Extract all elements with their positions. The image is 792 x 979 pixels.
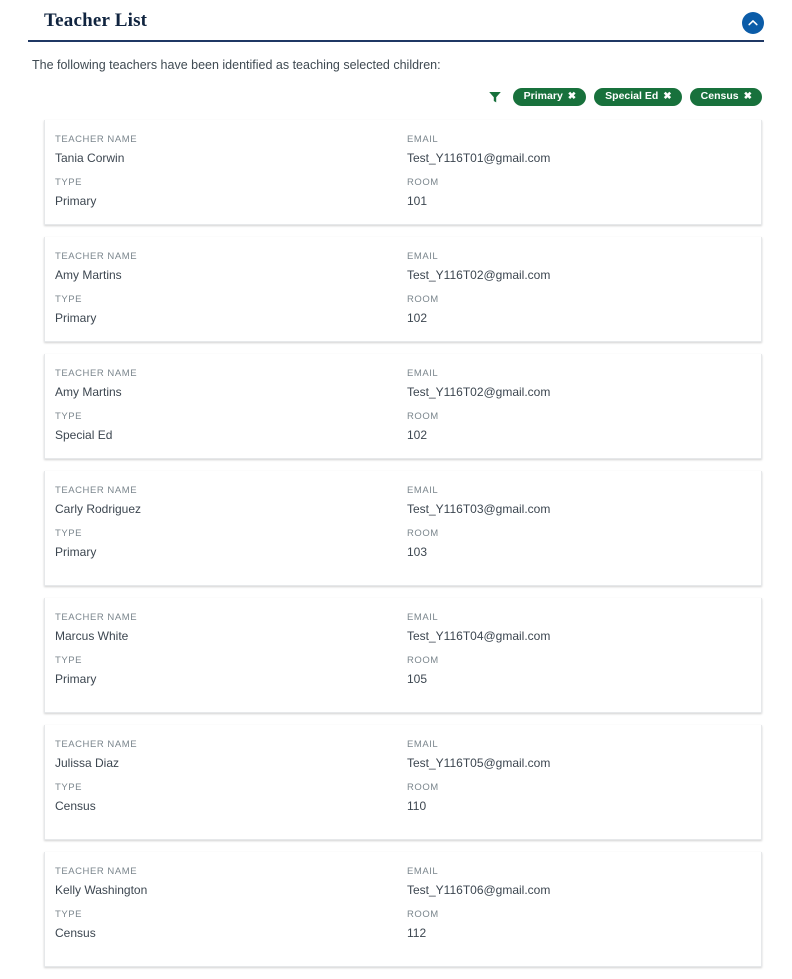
filter-chip-label: Special Ed: [605, 90, 659, 103]
field-label-room: ROOM: [407, 294, 439, 305]
type-field: [55, 177, 399, 208]
email-value: Test_Y116T02@gmail.com: [407, 385, 551, 399]
field-label-type: TYPE: [55, 294, 83, 305]
field-label-email: EMAIL: [407, 866, 439, 877]
teacher-name-value: Carly Rodriguez: [55, 502, 142, 516]
room-value: 110: [407, 799, 427, 813]
field-label-teacher-name: TEACHER NAME: [55, 866, 138, 877]
chevron-up-icon: [747, 17, 759, 29]
filter-chip-special-ed[interactable]: [594, 88, 682, 106]
field-label-email: EMAIL: [407, 612, 439, 623]
field-label-email: EMAIL: [407, 739, 439, 750]
collapse-section-button[interactable]: [742, 12, 764, 34]
email-value: Test_Y116T01@gmail.com: [407, 151, 551, 165]
filter-chip-label: Primary: [523, 90, 563, 103]
field-label-email: EMAIL: [407, 134, 439, 145]
type-value: Primary: [55, 194, 97, 208]
filter-bar: [0, 86, 762, 108]
type-value: Census: [55, 799, 96, 813]
teacher-name-field: [55, 134, 399, 165]
field-label-room: ROOM: [407, 528, 439, 539]
email-field: [399, 739, 743, 770]
teacher-name-field: [55, 866, 399, 897]
field-label-teacher-name: TEACHER NAME: [55, 739, 138, 750]
type-field: [55, 655, 399, 686]
type-field: [55, 411, 399, 442]
field-label-room: ROOM: [407, 411, 439, 422]
email-value: Test_Y116T06@gmail.com: [407, 883, 551, 897]
field-label-room: ROOM: [407, 782, 439, 793]
page-title: Teacher List: [44, 10, 148, 31]
room-value: 102: [407, 428, 428, 442]
type-field: [55, 294, 399, 325]
teacher-card[interactable]: [44, 354, 762, 459]
field-label-type: TYPE: [55, 528, 83, 539]
teacher-name-value: Julissa Diaz: [55, 756, 120, 770]
field-label-email: EMAIL: [407, 485, 439, 496]
type-value: Special Ed: [55, 428, 113, 442]
filter-chip-census[interactable]: [690, 88, 762, 106]
room-field: [399, 782, 743, 813]
email-value: Test_Y116T02@gmail.com: [407, 268, 551, 282]
room-field: [399, 909, 743, 940]
teacher-name-value: Amy Martins: [55, 268, 122, 282]
room-value: 112: [407, 926, 427, 940]
email-value: Test_Y116T05@gmail.com: [407, 756, 551, 770]
teacher-name-value: Kelly Washington: [55, 883, 148, 897]
field-label-teacher-name: TEACHER NAME: [55, 251, 138, 262]
email-value: Test_Y116T04@gmail.com: [407, 629, 551, 643]
email-field: [399, 251, 743, 282]
room-field: [399, 528, 743, 559]
email-field: [399, 612, 743, 643]
field-label-email: EMAIL: [407, 368, 439, 379]
type-field: [55, 528, 399, 559]
field-label-type: TYPE: [55, 655, 83, 666]
room-field: [399, 655, 743, 686]
field-label-type: TYPE: [55, 177, 83, 188]
email-value: Test_Y116T03@gmail.com: [407, 502, 551, 516]
teacher-card-list: [44, 120, 762, 967]
teacher-card[interactable]: [44, 598, 762, 713]
filter-funnel-icon[interactable]: [487, 89, 503, 105]
field-label-room: ROOM: [407, 655, 439, 666]
type-field: [55, 909, 399, 940]
room-value: 105: [407, 672, 428, 686]
teacher-name-field: [55, 485, 399, 516]
teacher-name-field: [55, 368, 399, 399]
field-label-type: TYPE: [55, 782, 83, 793]
room-value: 102: [407, 311, 428, 325]
field-label-room: ROOM: [407, 177, 439, 188]
room-value: 101: [407, 194, 428, 208]
close-icon[interactable]: ✖: [663, 90, 672, 102]
teacher-name-field: [55, 612, 399, 643]
teacher-card[interactable]: [44, 852, 762, 967]
teacher-name-value: Marcus White: [55, 629, 129, 643]
field-label-email: EMAIL: [407, 251, 439, 262]
type-value: Primary: [55, 545, 97, 559]
teacher-name-field: [55, 251, 399, 282]
email-field: [399, 866, 743, 897]
teacher-name-value: Tania Corwin: [55, 151, 125, 165]
teacher-name-value: Amy Martins: [55, 385, 122, 399]
room-field: [399, 294, 743, 325]
type-value: Census: [55, 926, 96, 940]
page-header: [28, 0, 764, 42]
field-label-room: ROOM: [407, 909, 439, 920]
email-field: [399, 134, 743, 165]
field-label-teacher-name: TEACHER NAME: [55, 485, 138, 496]
type-field: [55, 782, 399, 813]
room-field: [399, 177, 743, 208]
teacher-card[interactable]: [44, 237, 762, 342]
room-value: 103: [407, 545, 428, 559]
field-label-type: TYPE: [55, 411, 83, 422]
type-value: Primary: [55, 311, 97, 325]
teacher-card[interactable]: [44, 120, 762, 225]
field-label-teacher-name: TEACHER NAME: [55, 134, 138, 145]
field-label-teacher-name: TEACHER NAME: [55, 612, 138, 623]
teacher-card[interactable]: [44, 725, 762, 840]
intro-text: The following teachers have been identified as teaching selected children:: [32, 58, 441, 72]
email-field: [399, 368, 743, 399]
filter-chip-primary[interactable]: [513, 88, 587, 106]
room-field: [399, 411, 743, 442]
close-icon[interactable]: ✖: [567, 90, 577, 102]
close-icon[interactable]: ✖: [743, 90, 752, 102]
type-value: Primary: [55, 672, 97, 686]
teacher-name-field: [55, 739, 399, 770]
field-label-teacher-name: TEACHER NAME: [55, 368, 138, 379]
filter-chip-label: Census: [700, 90, 739, 103]
teacher-card[interactable]: [44, 471, 762, 586]
field-label-type: TYPE: [55, 909, 83, 920]
email-field: [399, 485, 743, 516]
